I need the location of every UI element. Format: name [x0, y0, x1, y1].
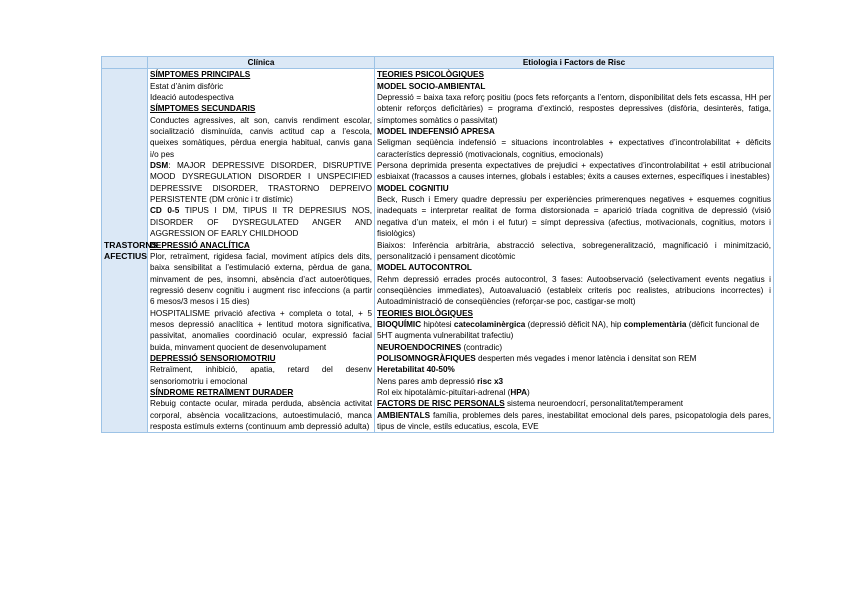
bioquimic-text-c: (dèficit funcional de 5HT augmenta vulnerabilitat trafectiu) — [377, 319, 760, 341]
header-row — [102, 57, 774, 69]
rol-eix-close: ) — [527, 387, 530, 397]
cd05-text: TIPUS I DM, TIPUS II TR DEPRESIUS NOS, DISORDER OF DYSREGULATED ANGER AND AGGRESSION OF EARLY CHILDHOOD — [150, 206, 373, 239]
rol-eix-paragraph — [377, 387, 771, 398]
nens-pares-paragraph — [377, 376, 771, 387]
heading-teories-biologiques: TEORIES BIOLÒGIQUES — [377, 308, 473, 318]
dsm-label: DSM — [150, 161, 169, 171]
heretabilitat-text: Heretabilitat 40-50% — [377, 365, 455, 375]
bioquimic-text-b: (depressió dèficit NA), hip — [525, 319, 624, 329]
cd05-paragraph — [150, 205, 372, 239]
bioquimic-text-a: hipòtesi — [421, 319, 454, 329]
persona-deprimida-text: Persona deprimida presenta expectatives de prejudici + expectatives d’incontrolabilitat + estil atribucional esbiaixat (fracassos a causes internes, globals i estables; èxits a causes externes, específiques i inestables) — [377, 161, 771, 182]
table-row — [102, 69, 774, 433]
neuroendocrines-paragraph — [377, 342, 771, 353]
heading-sindrome-retraiment: SÍNDROME RETRAÏMENT DURADER — [150, 387, 294, 397]
autocontrol-text: Rehm depressió errades procés autocontrol, 3 fases: Autoobservació (selectivament events negatius i conseqüències immediates), Autoavaluació (estableix criteris poc realistes, atribucions incorrectes) i Autoadministració de conseqüències (reforçar-se poc, castigar-se molt) — [377, 274, 771, 307]
cognitiu-text: Beck, Rusch i Emery quadre depressiu per experiències primerenques negatives + esquemes cognitius inadequats = interpretar realitat de forma distorsionada = aparició tríada cognitiva de depressió (visió negativa d’un mateix, el món i el futur) = símpt depressiva (afectius, motivacionals, cognitius, motors i fisiològics) — [377, 195, 771, 239]
polisomnografiques-label: POLISOMNOGRÀFIQUES — [377, 353, 476, 363]
hospitalisme-text: HOSPITALISME privació afectiva + completa o total, + 5 mesos depressió anaclítica + lentitud motora significativa, passivitat, anomalies coordinació ocular, expressió facial buida, minvament quocient de desenvolupament — [150, 308, 372, 352]
polisomnografiques-paragraph — [377, 353, 771, 364]
heading-model-socio-ambiental: MODEL SOCIO-AMBIENTAL — [377, 81, 486, 91]
cd05-label: CD 0-5 — [150, 206, 180, 216]
row-label: TRASTORNS AFECTIUS — [102, 69, 148, 433]
risc-x3-term: risc x3 — [477, 376, 504, 386]
sindrome-text: Rebuig contacte ocular, mirada perduda, absència activitat corporal, absència vocalitzacions, autoestimulació, manca resposta estímuls externs (continuum amb depressió adulta) — [150, 399, 372, 431]
catecolaminergica-term: catecolaminèrgica — [453, 319, 526, 329]
indefensio-text: Seligman seqüència indefensió = situacions incontrolables + expectatives d’incontrolabilitat + dèficits característics depressió (motivacionals, cognitius, emocionals) — [377, 138, 771, 159]
etiologia-cell — [375, 69, 774, 433]
hpa-term: HPA — [510, 387, 528, 397]
socio-ambiental-text: Depressió = baixa taxa reforç positiu (pocs fets reforçants a l’entorn, disponibilitat dels fets escassa, HH per obtenir reforços deficitàries) = programa d’extinció, respostes depressives (disfòria, desinterès, fatiga, símptomes somàtics o passivitat) — [377, 93, 771, 125]
neuroendocrines-text: (contradic) — [461, 342, 503, 352]
heading-simptomes-secundaris: SÍMPTOMES SECUNDARIS — [150, 104, 256, 114]
dsm-text: : MAJOR DEPRESSIVE DISORDER, DISRUPTIVE MOOD DYSREGULATION DISORDER I UNSPECIFIED DEPRESSIVE DISORDER, TRASTORNO DEPREIVO PERSISTENTE (DM crònic i tr distímic) — [150, 161, 372, 205]
heading-simptomes-principals: SÍMPTOMES PRINCIPALS — [150, 70, 251, 80]
bioquimic-paragraph — [377, 319, 771, 342]
anaclitica-text: Plor, retraïment, rigidesa facial, moviment atípics dels dits, baixa sensibilitat a l’estimulació externa, pèrdua de gana, minvament de pes, insomni, absència d’act autoeròtiques, regressió desenv cognitiu i augment risc infeccions (a partir 6 mesos/3 mesos i 15 dies) — [150, 251, 372, 307]
ambientals-paragraph — [377, 410, 771, 433]
clinical-table — [101, 56, 774, 433]
rol-eix-text: Rol eix hipotalàmic-pituïtari-adrenal ( — [377, 387, 511, 397]
heading-model-cognitiu: MODEL COGNITIU — [377, 183, 449, 193]
nens-pares-text: Nens pares amb depressió — [377, 376, 478, 386]
clinica-cell — [148, 69, 375, 433]
heading-depressio-anaclitica: DEPRESSIÓ ANACLÍTICA — [150, 240, 250, 250]
dsm-paragraph — [150, 160, 372, 205]
heading-model-indefensio: MODEL INDEFENSIÓ APRESA — [377, 127, 495, 137]
secondary-symptoms-text: Conductes agressives, alt son, canvis rendiment escolar, socialització disminuïda, canvis actitud cap a l’escola, queixes somàtiques, pèrdua energia habitual, canvis gana i/o pes — [150, 115, 372, 159]
factors-risc-paragraph — [377, 398, 771, 409]
factors-risc-label: FACTORS DE RISC PERSONALS — [377, 399, 505, 409]
ambientals-label: AMBIENTALS — [377, 410, 431, 420]
symptom-2: Ideació autodespectiva — [150, 93, 234, 103]
neuroendocrines-label: NEUROENDOCRINES — [377, 342, 462, 352]
complementaria-term: complementària — [623, 319, 687, 329]
factors-risc-text: sistema neuroendocrí, personalitat/temperament — [504, 399, 684, 409]
heading-teories-psicologiques: TEORIES PSICOLÒGIQUES — [377, 70, 484, 80]
col-header-etiologia: Etiologia i Factors de Risc — [375, 57, 774, 69]
col-header-clinica: Clínica — [148, 57, 375, 69]
ambientals-text: família, problemes dels pares, inestabilitat emocional dels pares, psicopatologia dels pares, tipus de vincle, estils educatius, escola, EVE — [377, 410, 771, 431]
heading-model-autocontrol: MODEL AUTOCONTROL — [377, 263, 472, 273]
heading-depressio-sensoriomotriu: DEPRESSIÓ SENSORIOMOTRIU — [150, 353, 276, 363]
symptom-1: Estat d’ànim disfòric — [150, 81, 224, 91]
biaixos-text: Biaixos: Inferència arbitrària, abstracció selectiva, sobregeneralització, magnificació i minimització, personalització i pensament dicotòmic — [377, 240, 771, 261]
polisomnografiques-text: desperten més vegades i menor latència i densitat son REM — [475, 353, 697, 363]
corner-cell — [102, 57, 148, 69]
bioquimic-label: BIOQUÍMIC — [377, 319, 422, 329]
sensoriomotriu-text: Retraïment, inhibició, apatia, retard del desenv sensoriomotriu i emocional — [150, 365, 372, 386]
